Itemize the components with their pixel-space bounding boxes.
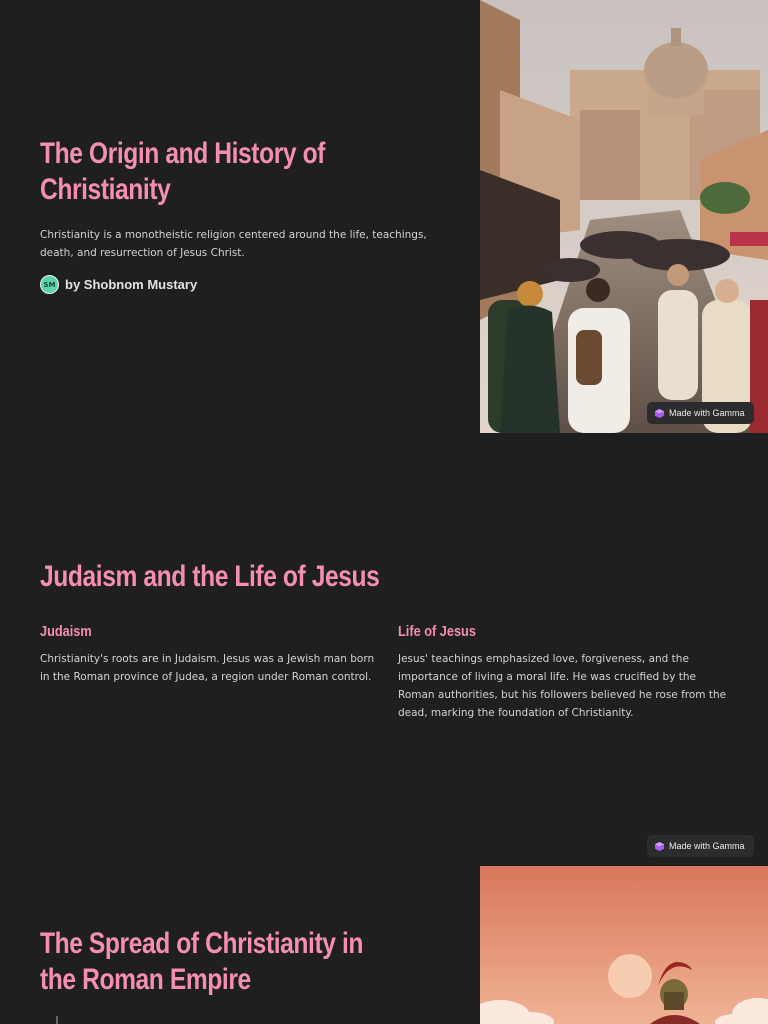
author-name: by Shobnom Mustary [65,277,198,292]
column-judaism [40,623,380,686]
made-with-gamma-badge[interactable] [647,835,754,857]
column-heading: Life of Jesus [398,623,476,640]
column-heading: Judaism [40,623,92,640]
slide-origin [0,0,768,433]
market-street-illustration [480,0,768,433]
gamma-logo-icon [655,409,664,418]
column-text: Christianity's roots are in Judaism. Jesus was a Jewish man born in the Roman province of Judea, a region under Roman control. [40,653,375,683]
scroll-marker [56,1016,58,1024]
slide-description: Christianity is a monotheistic religion centered around the life, teachings, death, and resurrection of Jesus Christ. [40,229,427,259]
slide-title: Judaism and the Life of Jesus [40,560,380,593]
gamma-logo-icon [655,842,664,851]
slide-spread [0,866,768,1024]
made-with-gamma-badge[interactable] [647,402,754,424]
column-text: Jesus' teachings emphasized love, forgiveness, and the importance of living a moral life. He was crucified by the Roman authorities, but his followers believed he rose from the dead, marking the foundation of Christianity. [398,653,727,719]
column-life-of-jesus [398,623,728,722]
author-byline [40,275,197,294]
market-street-image [480,0,768,433]
roman-soldier-illustration [480,866,768,1024]
roman-soldier-image [480,866,768,1024]
slide-title: The Spread of Christianity in the Roman Empire [40,927,363,996]
badge-label: Made with Gamma [669,408,745,418]
badge-label: Made with Gamma [669,841,745,851]
avatar: SM [40,275,59,294]
slide-title: The Origin and History of Christianity [40,137,325,206]
slide-judaism [0,433,768,866]
